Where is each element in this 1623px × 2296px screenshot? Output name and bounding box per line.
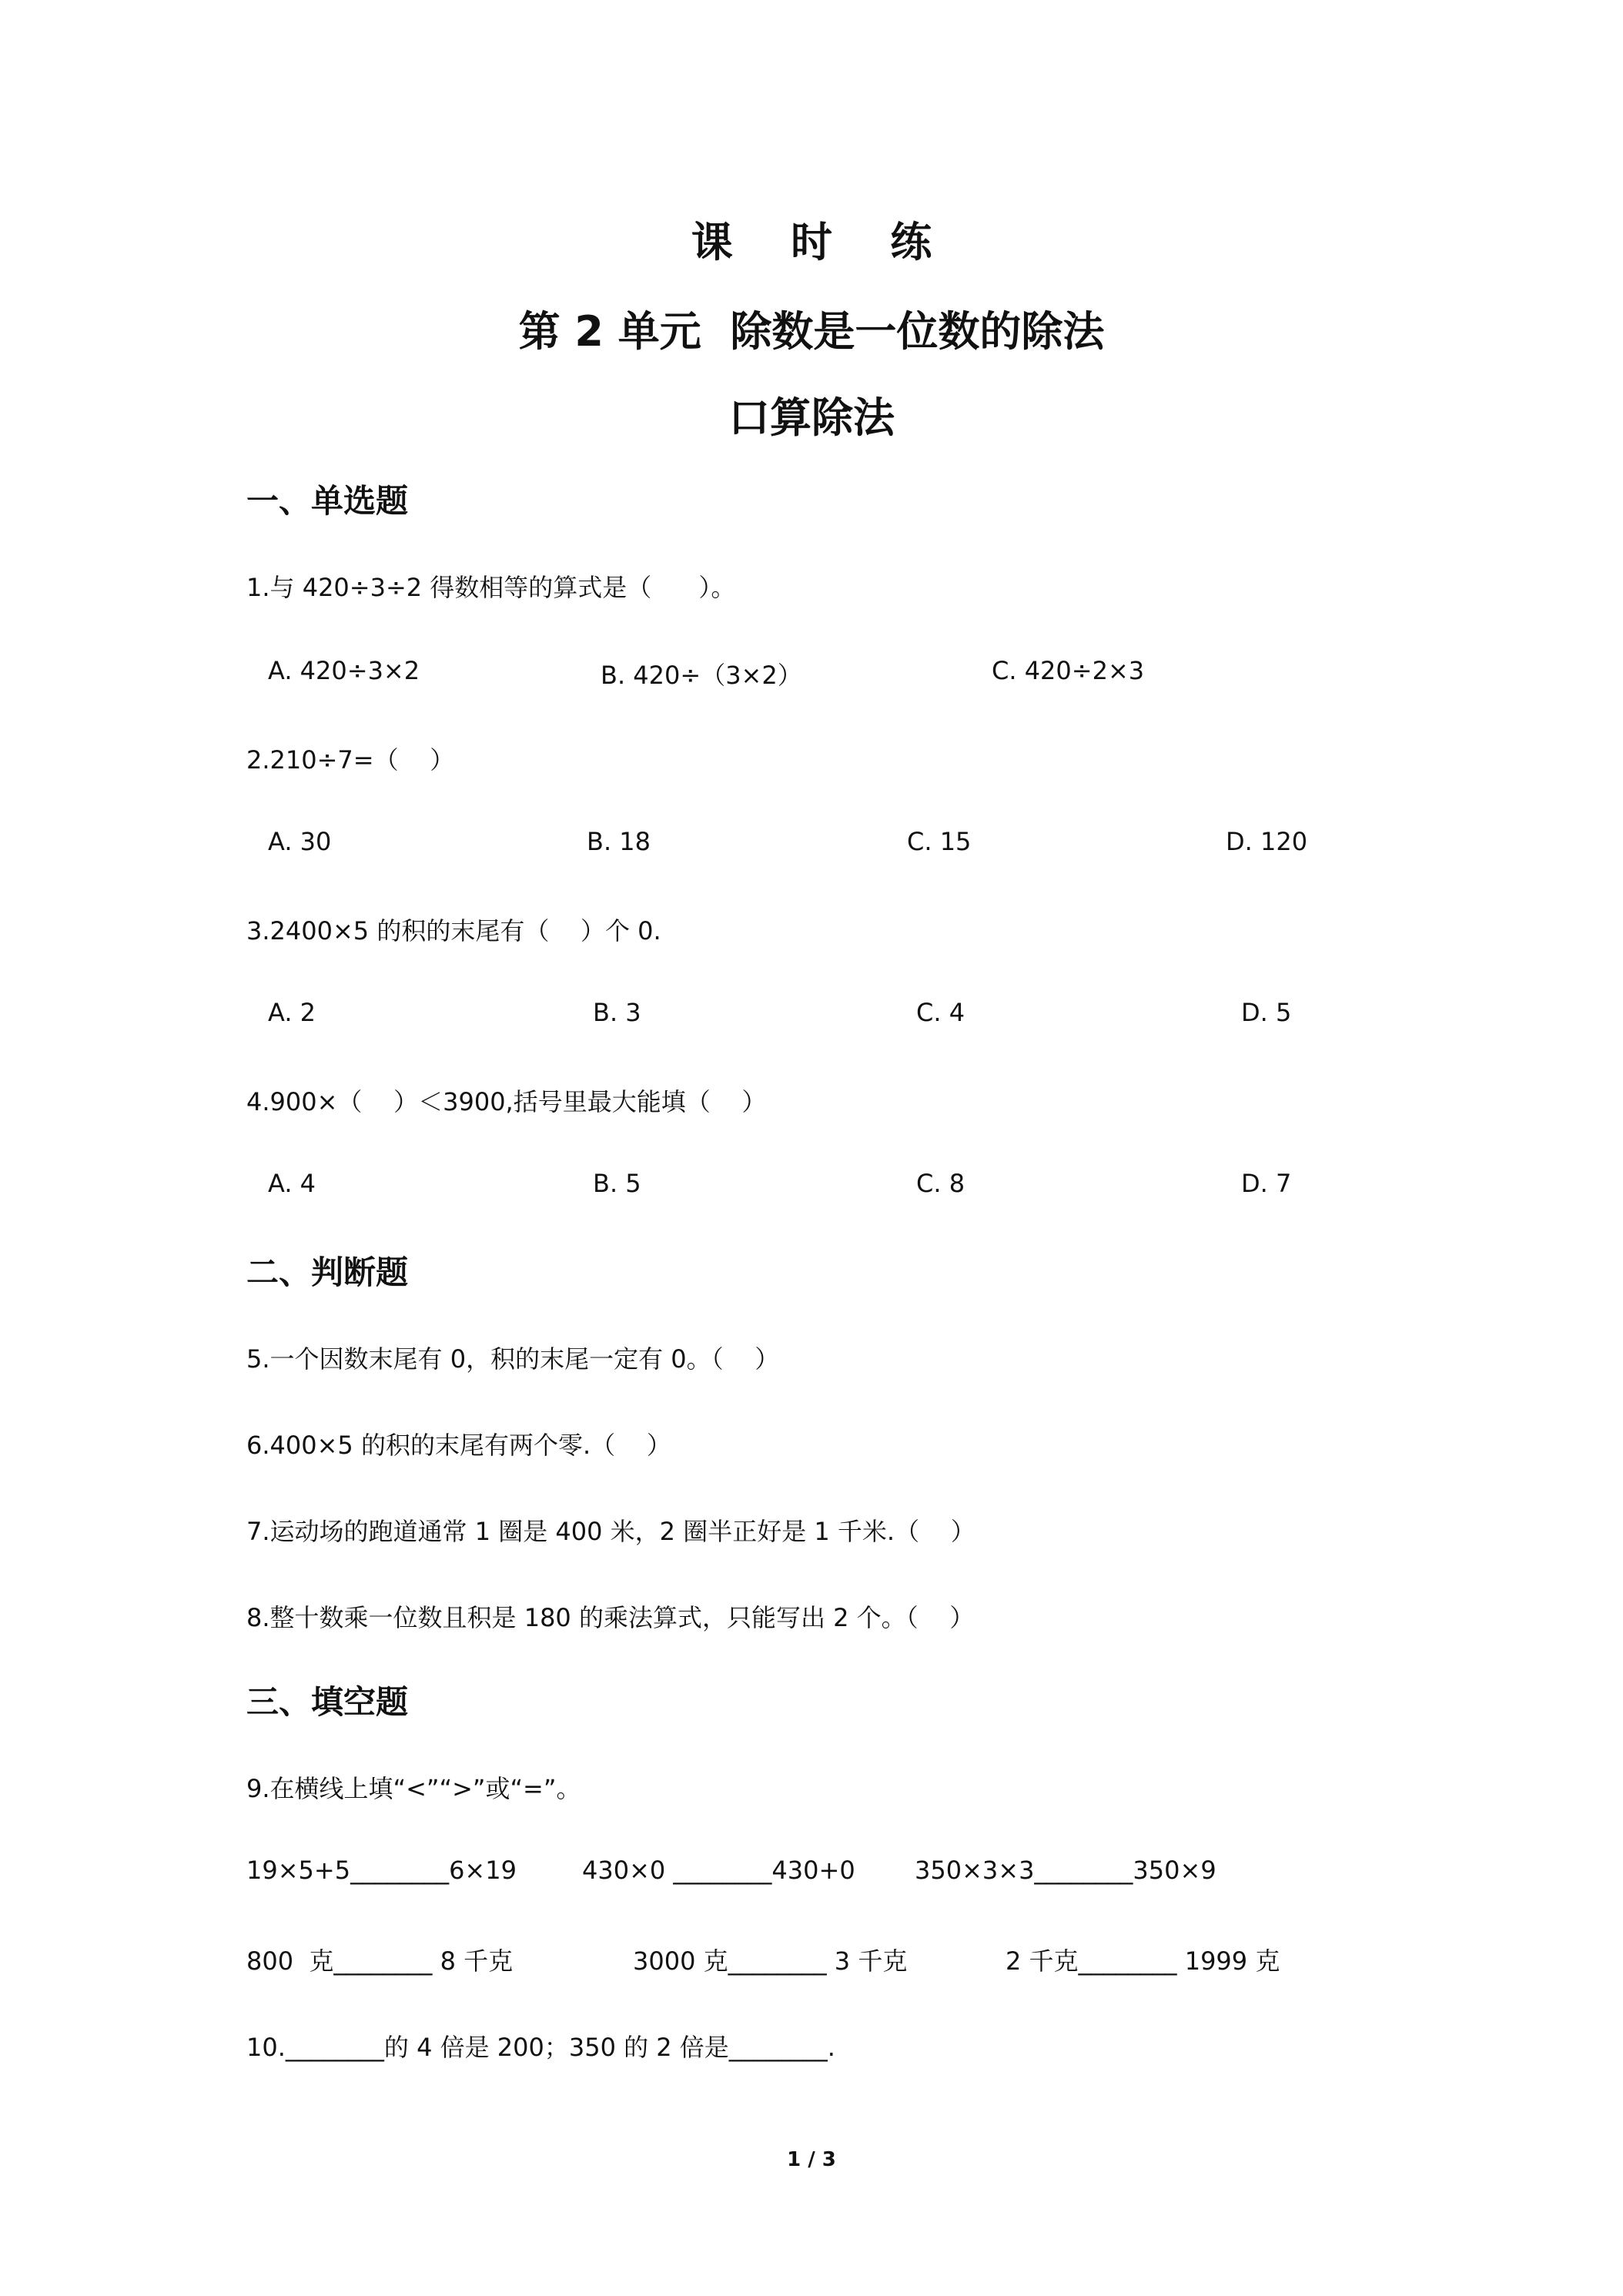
- question-7: 7.运动场的跑道通常 1 圈是 400 米，2 圈半正好是 1 千米.（ ）: [246, 1517, 975, 1546]
- section-heading-true-false: 二、判断题: [246, 1253, 409, 1291]
- q9-row1-item: 430×0 ________430+0: [582, 1856, 855, 1885]
- q4-option-a: A. 4: [268, 1169, 316, 1198]
- q9-row2-item: 800 克________ 8 千克: [246, 1946, 514, 1976]
- question-9: 9.在横线上填“<”“>”或“=”。: [246, 1774, 581, 1803]
- q2-option-c: C. 15: [907, 827, 972, 856]
- question-2: 2.210÷7=（ ）: [246, 745, 455, 775]
- q4-option-c: C. 8: [916, 1169, 965, 1198]
- q2-option-d: D. 120: [1226, 827, 1308, 856]
- section-heading-single-choice: 一、单选题: [246, 482, 409, 520]
- q1-option-a: A. 420÷3×2: [268, 656, 420, 685]
- unit-title: 第 2 单元 除数是一位数的除法: [518, 307, 1105, 356]
- q2-option-a: A. 30: [268, 827, 332, 856]
- q9-row1-item: 350×3×3________350×9: [915, 1856, 1216, 1885]
- q9-row2-item: 3000 克________ 3 千克: [633, 1946, 908, 1976]
- q3-option-b: B. 3: [593, 998, 641, 1027]
- question-6: 6.400×5 的积的末尾有两个零.（ ）: [246, 1431, 671, 1460]
- question-10: 10.________的 4 倍是 200；350 的 2 倍是________.: [246, 2033, 835, 2062]
- question-8: 8.整十数乘一位数且积是 180 的乘法算式，只能写出 2 个。（ ）: [246, 1603, 975, 1632]
- q3-option-a: A. 2: [268, 998, 316, 1027]
- q4-option-b: B. 5: [593, 1169, 641, 1198]
- q3-option-d: D. 5: [1241, 998, 1292, 1027]
- lesson-subtitle: 口算除法: [728, 393, 895, 442]
- q4-option-d: D. 7: [1241, 1169, 1292, 1198]
- section-heading-fill-blank: 三、填空题: [246, 1683, 409, 1721]
- q1-option-c: C. 420÷2×3: [992, 656, 1145, 685]
- question-1: 1.与 420÷3÷2 得数相等的算式是（ ）。: [246, 573, 736, 602]
- page-number: 1 / 3: [787, 2148, 836, 2171]
- question-5: 5.一个因数末尾有 0，积的末尾一定有 0。（ ）: [246, 1344, 780, 1374]
- q2-option-b: B. 18: [587, 827, 651, 856]
- question-3: 3.2400×5 的积的末尾有（ ）个 0.: [246, 916, 661, 946]
- q9-row2-item: 2 千克________ 1999 克: [1006, 1946, 1280, 1976]
- q3-option-c: C. 4: [916, 998, 965, 1027]
- q9-row1-item: 19×5+5________6×19: [246, 1856, 517, 1885]
- question-4: 4.900×（ ）＜3900,括号里最大能填（ ）: [246, 1087, 767, 1116]
- page-title: 课 时 练: [691, 218, 932, 266]
- q1-option-b: B. 420÷（3×2）: [601, 661, 802, 690]
